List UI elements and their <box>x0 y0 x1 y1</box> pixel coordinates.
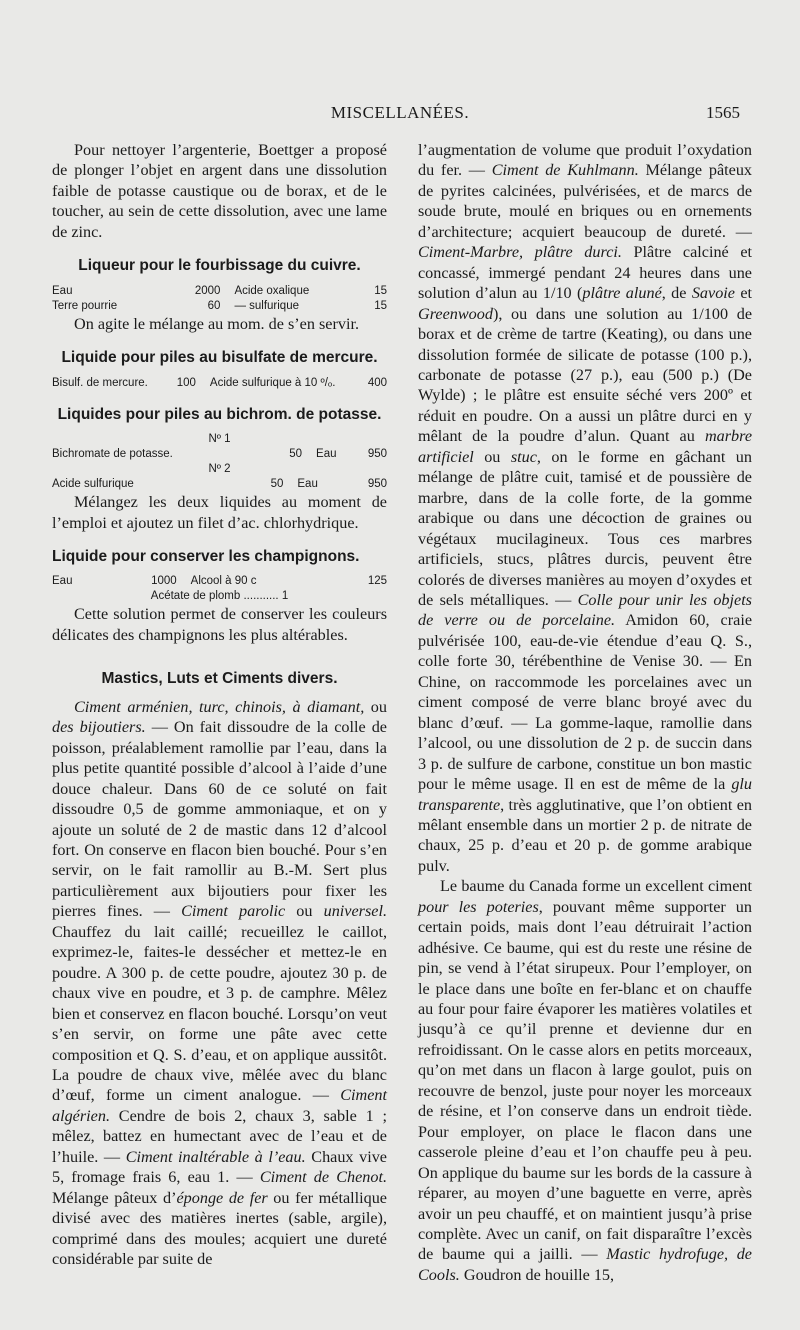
table-cell: Acide sulfurique à 10 º/ₒ. <box>209 376 336 389</box>
page-header <box>0 103 800 127</box>
table-row <box>52 376 387 391</box>
table-cell: 15 <box>374 284 387 297</box>
table-row <box>52 447 387 462</box>
heading-mercury-battery: Liquide pour piles au bisulfate de mercure. <box>61 349 378 367</box>
table-cell: 950 <box>367 478 387 491</box>
page-number: 1565 <box>706 103 740 122</box>
right-column <box>418 140 752 1285</box>
table-cell: 100 <box>176 376 196 389</box>
table-cell: 1000 <box>151 575 177 588</box>
table-cell: Acide oxalique <box>234 284 310 297</box>
table-cell: Eau <box>297 478 318 491</box>
heading-mushrooms: Liquide pour conserver les champignons. <box>52 547 360 565</box>
table-cell: Eau <box>316 448 337 461</box>
recipe-table-bichromate-2 <box>52 477 387 492</box>
paragraph-mix: Mélangez les deux liquides au moment de l’emploi et ajoutez un filet d’ac. chlorhydrique. <box>52 493 387 532</box>
table-cell: Acide sulfurique <box>52 478 134 491</box>
table-cell: Eau <box>52 284 73 297</box>
table-cell: Bisulf. de mercure. <box>52 376 148 389</box>
paragraph-canada-balsam: Le baume du Canada forme un excellent ciment pour les poteries, pouvant même supporter un certain poids, mais dont l’eau détruirait l’action adhésive. Ce baume, qui est du reste une résine de pin, se vend à l’état sirupeux. Pour l’employer, on le place dans une boîte en fer-blanc et on chauffe au four pour faire évaporer les matières volatiles et jusqu’à ce qu’il prenne et devienne dur en refroidissant. On le casse alors en petits morceaux, qu’on met dans un flacon à large goulot, puis on recouvre de benzol, juste pour noyer les morceaux de résine, et l’on conserve dans un endroit tiède. Pour employer, on place le flacon dans une casserole pleine d’eau et l’on chauffe peu à peu. On applique du baume sur les bords de la cassure à réparer, au moyen d’une baguette en verre, après avoir un peu chauffé, et on maintient jusqu’à prise complète. Avec un canif, on fait disparaître l’excès de baume qui a jailli. — Mastic hydrofuge, de Cools. Goudron de houille 15, <box>418 877 752 1284</box>
recipe-subline: Acétate de plomb ........... 1 <box>150 590 289 603</box>
recipe-table-copper <box>52 284 387 314</box>
table-cell: 125 <box>367 575 387 588</box>
table-cell: 950 <box>367 448 387 461</box>
table-cell: 50 <box>270 478 284 491</box>
heading-bichromate-battery: Liquides pour piles au bichrom. de potasse. <box>57 405 382 423</box>
table-cell: 2000 <box>194 284 221 297</box>
recipe-table-mercury <box>52 376 387 391</box>
recipe-table-mushrooms <box>52 574 387 589</box>
heading-mastics: Mastics, Luts et Ciments divers. <box>101 670 338 688</box>
paragraph-kuhlmann: l’augmentation de volume que produit l’oxydation du fer. — Ciment de Kuhlmann. Mélange pâteux de pyrites calcinées, pulvérisées, et de marcs de soude brute, moulé en briques ou en ornements d’architecture; acquiert beaucoup de dureté. — Ciment-Marbre, plâtre durci. Plâtre calciné et concassé, immergé pendant 24 heures dans une solution d’alun au 1/10 (plâtre aluné, de Savoie et Greenwood), ou dans une solution au 1/100 de borax et de crème de tartre (Keating), ou dans une dissolution formée de silicate de potasse (100 p.), carbonate de potasse (27 p.), eau (500 p.) (De Wylde) ; le plâtre est ensuite séché vers 200º et réduit en poudre. On a aussi un plâtre durci en y mêlant de la poudre d’alun. Quant au marbre artificiel ou stuc, on le forme en gâchant un mélange de plâtre cuit, tamisé et de poussière de marbre, dans de la colle forte, de la gomme arabique ou dans une décoction de graines ou végétaux mucilagineux. Tous ces marbres artificiels, stucs, plâtres durcis, peuvent être colorés de diverses manières au moyen d’oxydes et de sels métalliques. — Colle pour unir les objets de verre ou de porcelaine. Amidon 60, craie pulvérisée 100, eau-de-vie étendue d’eau Q. S., colle forte 30, térébenthine de Venise 30. — En Chine, on raccommode les porcelaines avec un ciment composé de verre blanc broyé avec du blanc d’œuf. — La gomme-laque, ramollie dans l’alcool, ou une dissolution de 2 p. de succin dans 3 p. de sulfure de carbone, constitue un bon mastic pour le même usage. Il en est de même de la glu transparente, très agglutinative, que l’on obtient en mêlant ensemble dans un mortier 2 p. de nitrate de chaux, 25 p. d’eau et 20 p. de gomme arabique pulv. <box>418 141 753 875</box>
table-cell: 15 <box>374 299 387 312</box>
table-row <box>52 477 387 492</box>
recipe-table-bichromate-1 <box>52 447 387 462</box>
running-title: MISCELLANÉES. <box>330 103 470 122</box>
table-cell: 60 <box>207 299 221 312</box>
recipe-number-2: Nº 2 <box>208 463 231 476</box>
table-row <box>52 299 387 314</box>
recipe-number-1: Nº 1 <box>208 433 231 446</box>
paragraph-silverware: Pour nettoyer l’argenterie, Boettger a proposé de plonger l’objet en argent dans une dissolution faible de potasse caustique ou de borax, et de le toucher, au sein de cette dissolution, avec une lame de zinc. <box>52 141 387 241</box>
table-cell: 50 <box>289 448 303 461</box>
paragraph-cements: Ciment arménien, turc, chinois, à diamant, ou des bijoutiers. — On fait dissoudre de la colle de poisson, préalablement ramollie par l’eau, dans la plus petite quantité possible d’alcool à l’aide d’une douce chaleur. Dans 60 de ce soluté on fait dissoudre 0,5 de gomme ammoniaque, et on y ajoute un soluté de 2 de mastic dans 12 d’alcool fort. On conserve en flacon bien bouché. Pour s’en servir, on le fait ramollir au B.-M. Sert plus particulièrement aux bijoutiers pour fixer les pierres fines. — Ciment parolic ou universel. Chauffez du lait caillé; recueillez le caillot, exprimez-le, faites-le dessécher et mettez-le en poudre. A 300 p. de cette poudre, ajoutez 30 p. de chaux vive en poudre, et 3 p. de camphre. Mêlez bien et conservez en flacon bouché. Lorsqu’on veut s’en servir, on forme une pâte avec cette composition et Q. S. d’eau, et on applique aussitôt. La poudre de chaux vive, mêlée avec du blanc d’œuf, forme un ciment analogue. — Ciment algérien. Cendre de bois 2, chaux 3, sable 1 ; mêlez, battez en humectant avec de l’eau et de l’huile. — Ciment inaltérable à l’eau. Chaux vive 5, fromage frais 6, eau 1. — Ciment de Chenot. Mélange pâteux d’éponge de fer ou fer métallique divisé avec des matières inertes (sable, argile), comprimé dans des moules; acquiert une dureté considérable par suite de <box>52 697 387 1269</box>
heading-copper-polish: Liqueur pour le fourbissage du cuivre. <box>78 257 361 275</box>
table-row <box>52 574 387 589</box>
table-cell: Alcool à 90 c <box>190 575 257 588</box>
table-row <box>52 284 387 299</box>
left-column <box>52 140 387 1269</box>
table-cell: 400 <box>367 376 387 389</box>
table-cell: — sulfurique <box>234 299 299 312</box>
table-cell: Bichromate de potasse. <box>52 448 173 461</box>
table-cell: Terre pourrie <box>52 299 118 312</box>
paragraph-mushrooms: Cette solution permet de conserver les couleurs délicates des champignons les plus altérables. <box>52 605 387 644</box>
table-cell: Eau <box>52 575 73 588</box>
paragraph-stir: On agite le mélange au mom. de s’en servir. <box>74 314 359 333</box>
